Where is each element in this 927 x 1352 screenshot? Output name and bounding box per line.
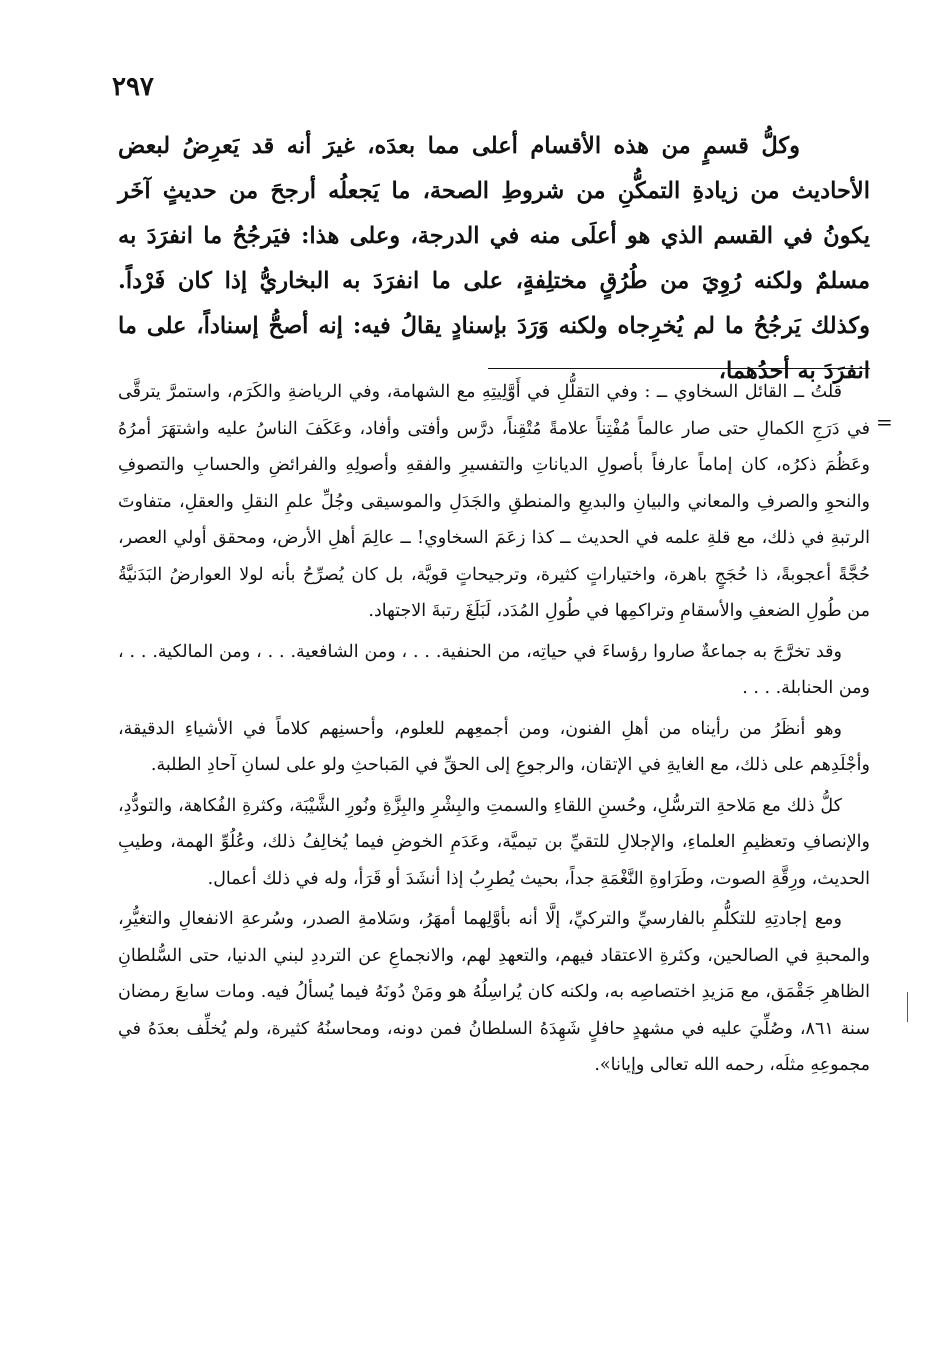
footnotes-block — [118, 374, 870, 1088]
footnote-paragraph: قلتُ ــ القائل السخاوي ــ : وفي التقلُّلِ في أَوَّلِيتِهِ مع الشهامة، وفي الرياضةِ والكَرَم، واستمرَّ يترقَّى في دَرَجِ الكمالِ حتى صار عالماً مُفْتِناً علامةً مُتْقِناً، درَّس وأفتى وأفاد، وعَكَفَ الناسُ عليه واشتهَرَ أمرُهُ وعَظُمَ ذكرُه، كان إماماً عارفاً بأصولِ الدياناتِ والتفسيرِ والفقهِ وأصولِهِ والفرائضِ والحسابِ والتصوفِ والنحوِ والصرفِ والمعاني والبيانِ والبديعِ والمنطقِ والجَدَلِ والموسيقى وجُلِّ علمِ النقلِ والعقلِ، متفاوتَ الرتبةِ في ذلك، مع قلةِ علمه في الحديث ــ كذا زعَمَ السخاوي! ــ عالِمَ أهلِ الأرض، ومحقق أولي العصر، حُجَّةً أعجوبةً، ذا حُجَجٍ باهرة، واختياراتٍ كثيرة، وترجيحاتٍ قويَّة، بل كان يُصرِّحُ بأنه لولا العوارضُ البَدَنيَّةُ من طُولِ الضعفِ والأسقامِ وتراكمِها في طُولِ المُدَد، لَبَلَغَ رتبةَ الاجتهاد. — [118, 382, 870, 621]
main-paragraph: وكلُّ قسمٍ من هذه الأقسام أعلى مما بعدَه، غيرَ أنه قد يَعرِضُ لبعض الأحاديث من زيادةِ التمكُّنِ من شروطِ الصحة، ما يَجعلُه أرجحَ من حديثٍ آخَر يكونُ في القسم الذي هو أعلَى منه في الدرجة، وعلى هذا: فيَرجُحُ ما انفرَدَ به مسلمٌ ولكنه رُوِيَ من طُرُقٍ مختلِفةٍ، على ما انفرَدَ به البخاريُّ إذا كان فَرْداً. وكذلك يَرجُحُ ما لم يُخرِجاه ولكنه وَرَدَ بإسنادٍ يقالُ فيه: إنه أصحُّ إسناداً، على ما انفرَدَ به أحدُهما، — [118, 133, 870, 384]
footnote-divider — [488, 368, 870, 369]
main-text-block — [118, 124, 870, 394]
page-number: ٢٩٧ — [112, 72, 154, 102]
margin-tick — [907, 992, 908, 1022]
footnote-paragraph: ومع إجادتِهِ للتكلُّمِ بالفارسيِّ والتركيِّ، إلَّا أنه بأوَّلِهما أمهَرُ، وسَلامةِ الصدر، وسُرعةِ الانفعالِ والتغيُّرِ، والمحبةِ في الصالحين، وكثرةِ الاعتقاد فيهم، والتعهدِ لهم، والانجماعِ عن الترددِ لبني الدنيا، حتى السُّلطانِ الظاهرِ جَقْمَق، مع مَزيدِ اختصاصِه به، ولكنه كان يُراسِلُهُ هو ومَنْ دُونَهُ فيما يُسألُ فيه. ومات سابعَ رمضان سنة ٨٦١، وصُلِّيَ عليه في مشهدٍ حافلٍ شَهِدَهُ السلطانُ فمن دونه، ومحاسنُهُ كثيرة، ولم يُخلِّف بعدَهُ في مجموعِهِ مثلَه، رحمه الله تعالى وإيانا». — [118, 909, 871, 1075]
footnote-paragraph: كلُّ ذلك مع مَلاحةِ الترسُّلِ، وحُسنِ اللقاءِ والسمتِ والبِشْرِ والبِزَّةِ ونُورِ الشَّيْبَة، وكثرةِ الفُكاهة، والتودُّدِ، والإنصافِ وتعظيمِ العلماءِ، والإجلالِ للتقيِّ بن تيميَّة، وعَدَمِ الخوضِ فيما يُخالِفُ ذلك، وعُلُوِّ الهمة، وطيبِ الحديث، ورِقَّةِ الصوت، وطَرَاوةِ النَّغْمَةِ جداً، بحيث يُطرِبُ إذا أنشَدَ أو قَرَأ، وله في ذلك أعمال. — [118, 795, 870, 889]
footnote-paragraph: وهو أنظَرُ من رأيناه من أهلِ الفنون، ومن أجمعِهم للعلوم، وأحسنِهم كلاماً في الأشياءِ الدقيقة، وأجْلَدِهم على ذلك، مع الغايةِ في الإتقان، والرجوعِ إلى الحقِّ في المَباحثِ ولو على لسانِ آحادِ الطلبة. — [118, 718, 870, 775]
footnote-continuation-mark: = — [876, 410, 893, 434]
footnote-paragraph: وقد تخرَّجَ به جماعةٌ صاروا رؤساءَ في حياتِه، من الحنفية. . . ، ومن الشافعية. . . ، ومن المالكية. . . ، ومن الحنابلة. . . . — [118, 641, 870, 698]
